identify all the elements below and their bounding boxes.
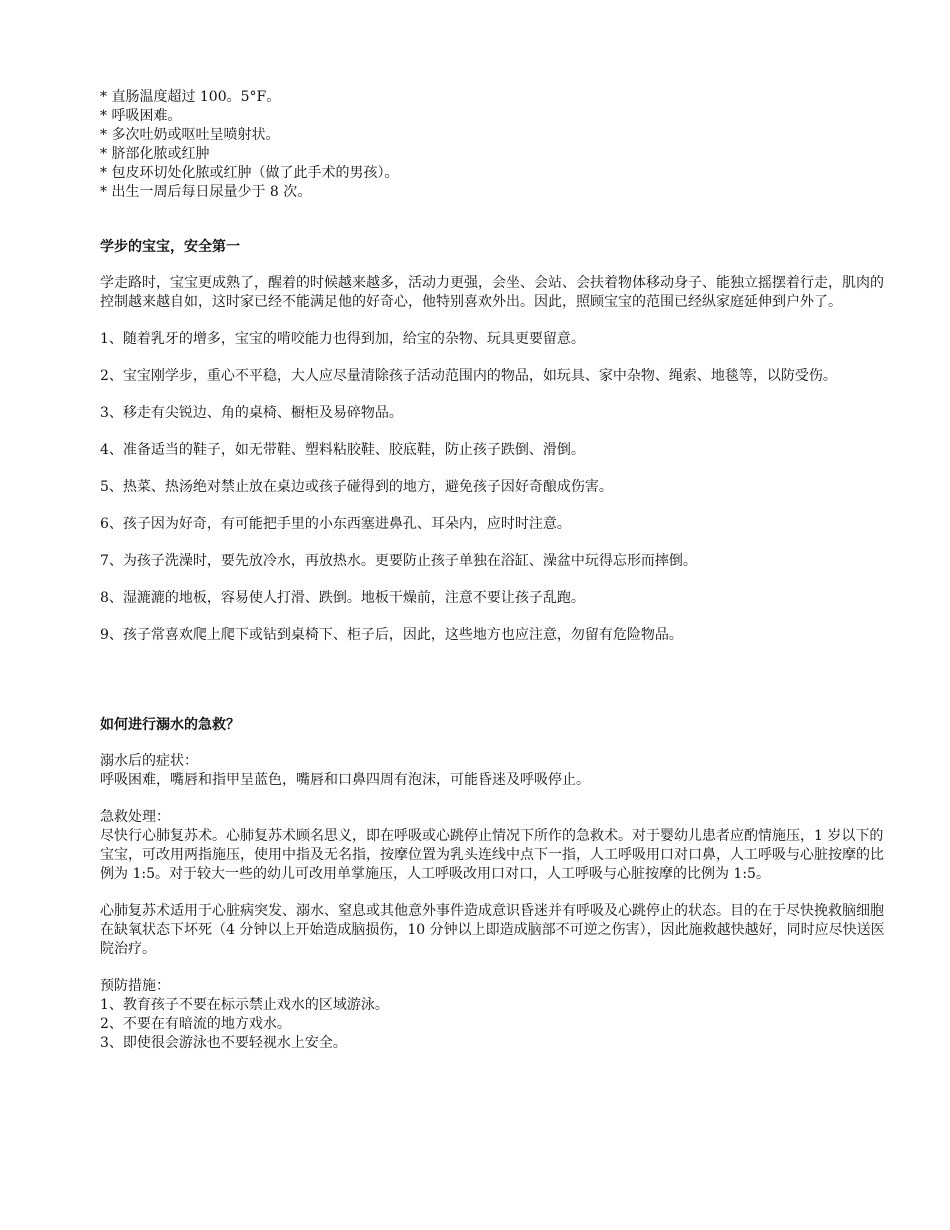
drowning-treatment-text: 尽快行心肺复苏术。心肺复苏术顾名思义，即在呼吸或心跳停止情况下所作的急救术。对于婴幼儿患者应酌情施压，1 岁以下的宝宝，可改用两指施压，使用中指及无名指，按摩位置为乳头连线中点下一指，人工呼吸用口对口鼻，人工呼吸与心脏按摩的比例为 1:5。对于较大一些的幼儿可改用单掌施压，人工呼吸改用口对口，人工呼吸与心脏按摩的比例为 1:5。 bbox=[100, 828, 884, 882]
toddler-item: 6、孩子因为好奇，有可能把手里的小东西塞进鼻孔、耳朵内，应时时注意。 bbox=[100, 516, 571, 532]
toddler-item: 3、移走有尖锐边、角的桌椅、橱柜及易碎物品。 bbox=[100, 405, 403, 421]
drowning-symptoms-label: 溺水后的症状： bbox=[100, 753, 198, 769]
symptom-item: * 呼吸困难。 bbox=[100, 108, 182, 124]
toddler-item: 7、为孩子洗澡时，要先放冷水，再放热水。更要防止孩子单独在浴缸、澡盆中玩得忘形而摔倒。 bbox=[100, 553, 697, 569]
prevention-item: 2、不要在有暗流的地方戏水。 bbox=[100, 1016, 291, 1032]
drowning-prevention-label: 预防措施： bbox=[100, 978, 170, 994]
toddler-item: 2、宝宝刚学步，重心不平稳，大人应尽量清除孩子活动范围内的物品，如玩具、家中杂物、绳索、地毯等，以防受伤。 bbox=[100, 368, 837, 384]
toddler-intro: 学走路时，宝宝更成熟了，醒着的时候越来越多，活动力更强，会坐、会站、会扶着物体移动身子、能独立摇摆着行走，肌肉的控制越来越自如，这时家已经不能满足他的好奇心，他特别喜欢外出。因此，照顾宝宝的范围已经纵家庭延伸到户外了。 bbox=[100, 275, 884, 310]
drowning-cpr-text: 心肺复苏术适用于心脏病突发、溺水、窒息或其他意外事件造成意识昏迷并有呼吸及心跳停止的状态。目的在于尽快挽救脑细胞在缺氧状态下坏死（4 分钟以上开始造成脑损伤，10 分钟以上即造成脑部不可逆之伤害），因此施救越快越好，同时应尽快送医院治疗。 bbox=[100, 903, 885, 957]
toddler-item: 5、热菜、热汤绝对禁止放在桌边或孩子碰得到的地方，避免孩子因好奇酿成伤害。 bbox=[100, 479, 613, 495]
symptom-item: * 出生一周后每日尿量少于 8 次。 bbox=[100, 184, 312, 200]
symptom-item: * 直肠温度超过 100。5°F。 bbox=[100, 89, 281, 105]
toddler-section-title: 学步的宝宝，安全第一 bbox=[100, 239, 240, 255]
toddler-item: 4、准备适当的鞋子，如无带鞋、塑料粘胶鞋、胶底鞋，防止孩子跌倒、滑倒。 bbox=[100, 442, 585, 458]
toddler-item: 9、孩子常喜欢爬上爬下或钻到桌椅下、柜子后，因此，这些地方也应注意，勿留有危险物品。 bbox=[100, 627, 683, 643]
symptom-list bbox=[100, 88, 890, 202]
toddler-item: 1、随着乳牙的增多，宝宝的啃咬能力也得到加，给宝的杂物、玩具更要留意。 bbox=[100, 331, 585, 347]
drowning-section-title: 如何进行溺水的急救？ bbox=[100, 717, 240, 733]
prevention-item: 1、教育孩子不要在标示禁止戏水的区域游泳。 bbox=[100, 997, 389, 1013]
symptom-item: * 多次吐奶或呕吐呈喷射状。 bbox=[100, 127, 280, 143]
drowning-symptoms-text: 呼吸困难，嘴唇和指甲呈蓝色，嘴唇和口鼻四周有泡沫，可能昏迷及呼吸停止。 bbox=[100, 772, 590, 788]
toddler-item: 8、湿漉漉的地板，容易使人打滑、跌倒。地板干燥前，注意不要让孩子乱跑。 bbox=[100, 590, 585, 606]
drowning-treatment-label: 急救处理： bbox=[100, 809, 170, 825]
document-page bbox=[100, 88, 890, 1053]
prevention-item: 3、即使很会游泳也不要轻视水上安全。 bbox=[100, 1035, 347, 1051]
toddler-safety-section bbox=[100, 238, 890, 645]
symptom-item: * 包皮环切处化脓或红肿（做了此手术的男孩）。 bbox=[100, 165, 399, 181]
drowning-section bbox=[100, 716, 890, 1053]
symptom-item: * 脐部化脓或红肿 bbox=[100, 146, 210, 162]
